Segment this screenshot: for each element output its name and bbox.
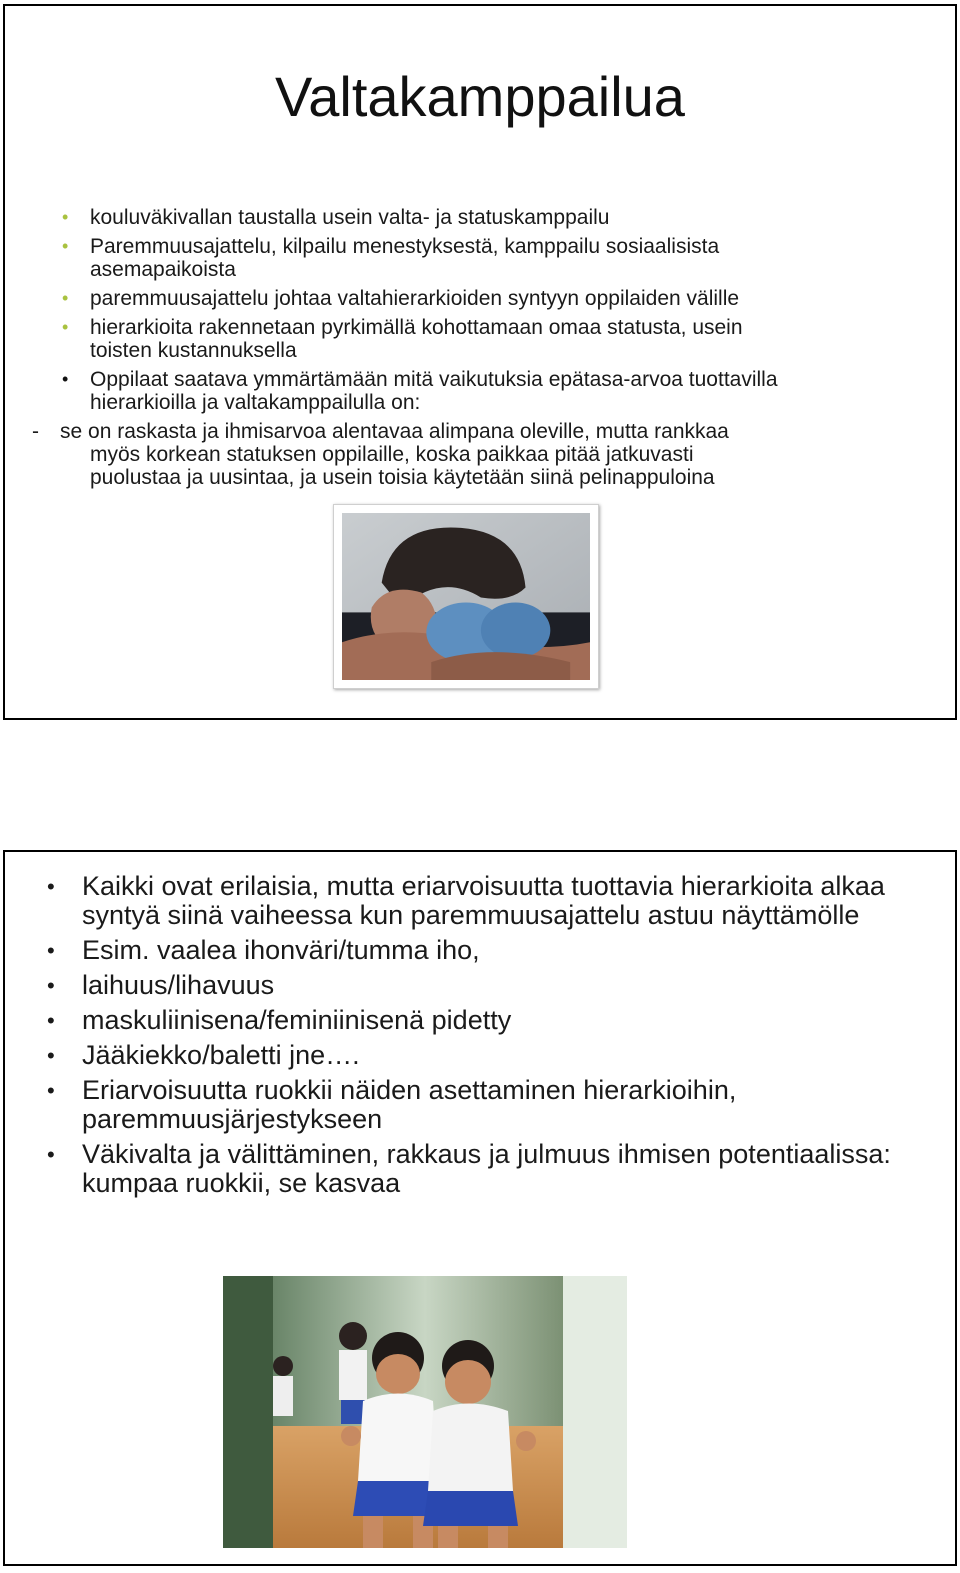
slide-1-bullet-list <box>32 206 790 495</box>
list-item <box>45 1076 905 1134</box>
sad-boy-photo <box>333 504 599 689</box>
list-item <box>60 287 790 310</box>
bullet-icon: • <box>62 236 69 256</box>
slide-title: Valtakamppailua <box>275 65 685 128</box>
slide-2-bullet-list <box>45 872 905 1204</box>
bullet-icon: • <box>47 938 55 963</box>
bullet-icon: • <box>47 1078 55 1103</box>
list-item <box>45 1006 905 1035</box>
list-item <box>45 971 905 1000</box>
bullet-icon: • <box>62 317 69 337</box>
bullet-text: Väkivalta ja välittäminen, rakkaus ja julmuus ihmisen potentiaalissa: kumpaa ruokkii, se kasvaa <box>82 1139 891 1198</box>
kids-hallway-photo <box>223 1276 627 1548</box>
list-item <box>45 872 905 930</box>
bullet-text: Eriarvoisuutta ruokkii näiden asettaminen hierarkioihin, paremmuusjärjestykseen <box>82 1075 737 1134</box>
bullet-text: Esim. vaalea ihonväri/tumma iho, <box>82 935 480 965</box>
bullet-text: laihuus/lihavuus <box>82 970 275 1000</box>
bullet-icon: • <box>62 369 69 389</box>
list-item <box>30 420 790 489</box>
list-item <box>60 235 790 281</box>
bullet-icon: • <box>47 874 55 899</box>
bullet-text: Jääkiekko/baletti jne…. <box>82 1040 360 1070</box>
list-item <box>60 206 790 229</box>
bullet-text: se on raskasta ja ihmisarvoa alentavaa alimpana oleville, mutta rankkaa myös korkean statuksen oppilaille, koska paikkaa pitää jatkuvasti puolustaa ja uusintaa, ja usein toisia käytetään siinä pelinappuloina <box>60 420 729 489</box>
slide-1 <box>3 4 957 720</box>
bullet-text: kouluväkivallan taustalla usein valta- ja statuskamppailu <box>90 206 610 229</box>
bullet-text: Kaikki ovat erilaisia, mutta eriarvoisuutta tuottavia hierarkioita alkaa syntyä siinä vaiheessa kun paremmuusajattelu astuu näyttämölle <box>82 871 885 930</box>
bullet-text: hierarkioita rakennetaan pyrkimällä kohottamaan omaa statusta, usein toisten kustannuksella <box>90 316 743 362</box>
list-item <box>60 316 790 362</box>
bullet-icon: • <box>47 973 55 998</box>
bullet-icon: • <box>47 1142 55 1167</box>
bullet-text: paremmuusajattelu johtaa valtahierarkioiden syntyyn oppilaiden välille <box>90 287 740 310</box>
bullet-icon: • <box>62 207 69 227</box>
bullet-icon: • <box>47 1043 55 1068</box>
dash-marker: - <box>32 420 39 443</box>
bullet-text: maskuliinisena/feminiinisenä pidetty <box>82 1005 512 1035</box>
sad-boy-image <box>342 513 590 680</box>
bullet-icon: • <box>47 1008 55 1033</box>
slide-2 <box>3 850 957 1566</box>
bullet-icon: • <box>62 288 69 308</box>
bullet-text: Oppilaat saatava ymmärtämään mitä vaikutuksia epätasa-arvoa tuottavilla hierarkioilla ja valtakamppailulla on: <box>90 368 778 414</box>
kids-hallway-image <box>223 1276 627 1548</box>
list-item <box>45 1140 905 1198</box>
list-item <box>45 936 905 965</box>
bullet-text: Paremmuusajattelu, kilpailu menestyksestä, kamppailu sosiaalisista asemapaikoista <box>90 235 720 281</box>
list-item <box>45 1041 905 1070</box>
list-item <box>60 368 790 414</box>
